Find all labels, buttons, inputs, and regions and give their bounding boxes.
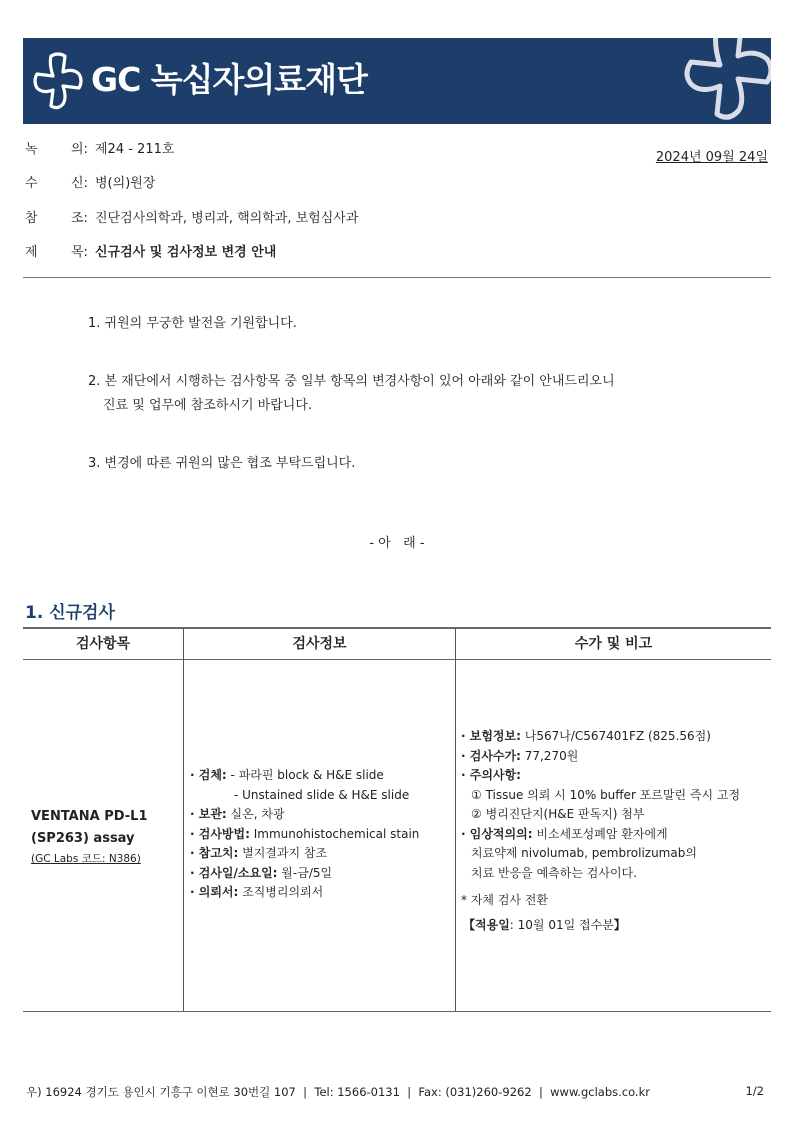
fee-and-notes: · 보험정보: 나567나/C567401FZ (825.56점) · 검사수가: 77,270원 · 주의사항: ① Tissue 의뢰 시 10% buffer 포르말린 즉시 고정 ② 병리진단지(H&E 판독지) 첨부 · 임상적의의: 비소세포성폐암 환자에게 치료약제 nivolumab, pembrolizumab의 치료 반응을 예측하는 검사이다. * 자체 검사 전환 【적용일: 10월 01일 접수분】 [461, 729, 741, 932]
footer-address: 우) 16924 경기도 용인시 기흥구 이현로 30번길 107 | Tel: 1566-0131 | Fax: (031)260-9262 | www.gclabs.co.kr [26, 1085, 650, 1099]
paragraph-1: 1. 귀원의 무궁한 발전을 기원합니다. [88, 316, 297, 331]
column-header-item: 검사항목 [75, 636, 131, 652]
table-header-border [23, 659, 771, 660]
column-header-fee: 수가 및 비고 [574, 636, 653, 652]
below-heading: - 아 래 - [369, 536, 425, 551]
column-header-info: 검사정보 [292, 636, 347, 652]
section-title: 1. 신규검사 [25, 603, 115, 623]
brand-title: GC 녹십자의료재단 [91, 60, 367, 99]
page-number: 1/2 [745, 1084, 764, 1098]
table-bottom-border [23, 1011, 771, 1012]
doc-date: 2024년 09월 24일 [655, 150, 768, 165]
test-item-name: VENTANA PD-L1 (SP263) assay [31, 809, 148, 846]
paragraph-2-line-2: 진료 및 업무에 참조하시기 바랍니다. [103, 398, 313, 413]
test-item-code: (GC Labs 코드: N386) [31, 853, 141, 865]
header-banner [23, 38, 771, 124]
paragraph-2-line-1: 2. 본 재단에서 시행하는 검사항목 중 일부 항목의 변경사항이 있어 아래와 같이 안내드리오니 [88, 374, 615, 389]
gc-cross-logo-icon [33, 52, 83, 110]
test-info: · 검체: - 파라핀 block & H&E slide - Unstained slide & H&E slide · 보관: 실온, 차광 · 검사방법: Immunohistochemical stain · 참고치: 별지결과지 참조 · 검사일/소요일: 월-금/5일 · 의뢰서: 조직병리의뢰서 [190, 768, 420, 899]
decorative-cross-icon [683, 38, 771, 124]
table-col-divider [183, 628, 184, 1011]
paragraph-3: 3. 변경에 따른 귀원의 많은 협조 부탁드립니다. [88, 456, 356, 471]
table-col-divider [455, 628, 456, 1011]
table-top-border [23, 627, 771, 629]
divider [23, 277, 771, 278]
